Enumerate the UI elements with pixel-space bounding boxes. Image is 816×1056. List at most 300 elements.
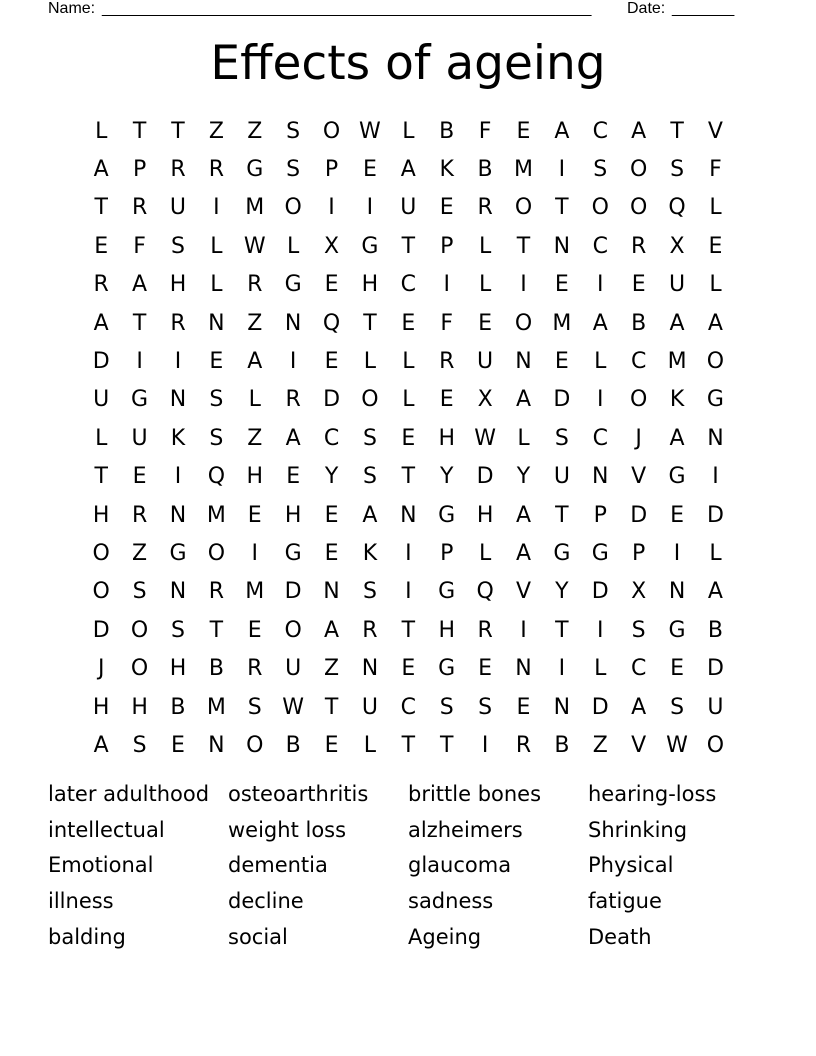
grid-letter: O — [514, 310, 533, 336]
grid-letter: A — [515, 502, 532, 528]
word-list-item: osteoarthritis — [228, 781, 369, 806]
grid-letter: J — [635, 425, 642, 451]
grid-letter: T — [439, 732, 454, 758]
grid-letter: A — [324, 617, 340, 643]
grid-letter: T — [94, 464, 108, 490]
grid-letter: R — [631, 233, 647, 259]
grid-letter: B — [554, 732, 570, 758]
grid-letter: L — [709, 195, 722, 221]
grid-letter: S — [247, 694, 262, 720]
grid-letter: E — [478, 310, 493, 336]
grid-letter: Q — [207, 464, 226, 490]
grid-letter: R — [362, 617, 378, 643]
grid-letter: U — [361, 694, 378, 720]
grid-letter: N — [169, 387, 187, 413]
grid-letter: U — [131, 425, 148, 451]
grid-letter: Q — [322, 310, 341, 336]
grid-letter: A — [592, 310, 608, 336]
grid-letter: T — [555, 617, 569, 643]
grid-letter: F — [133, 233, 146, 259]
grid-letter: D — [284, 579, 302, 605]
grid-letter: R — [131, 195, 148, 221]
grid-letter: P — [440, 233, 454, 259]
page-title: Effects of ageing — [210, 36, 606, 91]
grid-letter: O — [630, 387, 648, 413]
grid-letter: T — [363, 310, 377, 336]
grid-letter: B — [631, 310, 647, 336]
grid-letter: G — [591, 540, 609, 566]
grid-letter: T — [209, 617, 224, 643]
grid-letter: U — [400, 195, 417, 221]
grid-letter: O — [207, 540, 226, 566]
grid-letter: A — [515, 540, 532, 566]
grid-letter: X — [477, 387, 493, 413]
grid-letter: H — [169, 656, 187, 682]
grid-letter: A — [93, 310, 109, 336]
grid-letter: R — [170, 157, 186, 183]
word-list-item: Physical — [588, 853, 674, 878]
grid-letter: D — [323, 387, 341, 413]
grid-letter: E — [670, 656, 684, 682]
grid-letter: W — [666, 732, 688, 758]
grid-letter: J — [97, 656, 105, 682]
grid-letter: U — [285, 656, 302, 682]
grid-letter: I — [405, 540, 412, 566]
grid-letter: W — [282, 694, 305, 720]
name-label: Name: — [48, 0, 96, 17]
grid-letter: O — [706, 732, 725, 758]
grid-letter: G — [361, 233, 379, 259]
grid-letter: Z — [132, 540, 148, 566]
grid-letter: N — [592, 464, 609, 490]
grid-letter: R — [208, 579, 225, 605]
grid-letter: Z — [247, 310, 263, 336]
word-list-item: fatigue — [588, 889, 662, 914]
grid-letter: O — [514, 195, 533, 221]
grid-letter: L — [210, 272, 223, 298]
grid-letter: Y — [439, 464, 454, 490]
header — [48, 0, 748, 20]
grid-letter: I — [597, 387, 604, 413]
grid-letter: E — [554, 349, 569, 375]
grid-letter: D — [553, 387, 571, 413]
grid-letter: S — [478, 694, 493, 720]
grid-letter: S — [132, 579, 147, 605]
grid-letter: A — [247, 349, 263, 375]
grid-letter: K — [362, 540, 378, 566]
grid-letter: I — [558, 157, 566, 183]
grid-letter: P — [440, 540, 454, 566]
grid-letter: C — [630, 349, 647, 375]
grid-letter: G — [169, 540, 187, 566]
grid-letter: B — [707, 617, 723, 643]
grid-letter: A — [669, 310, 685, 336]
grid-letter: B — [477, 157, 493, 183]
grid-letter: D — [92, 617, 110, 643]
grid-letter: A — [631, 118, 647, 144]
grid-letter: O — [130, 656, 149, 682]
word-list-item: sadness — [408, 889, 494, 914]
grid-letter: R — [208, 157, 225, 183]
grid-letter: A — [93, 732, 109, 758]
grid-letter: S — [170, 233, 185, 259]
grid-letter: E — [708, 233, 723, 259]
word-list-item: alzheimers — [408, 817, 523, 842]
grid-letter: T — [401, 233, 416, 259]
grid-letter: I — [328, 195, 335, 221]
grid-letter: O — [246, 732, 264, 758]
grid-letter: D — [630, 502, 648, 528]
grid-letter: B — [208, 656, 224, 682]
grid-letter: G — [284, 272, 302, 298]
grid-letter: L — [478, 233, 492, 259]
grid-letter: S — [670, 157, 685, 183]
grid-letter: O — [92, 579, 110, 605]
grid-letter: F — [478, 118, 492, 144]
grid-letter: U — [477, 349, 494, 375]
grid-letter: L — [478, 540, 492, 566]
grid-letter: K — [439, 157, 454, 183]
grid-letter: D — [591, 579, 609, 605]
grid-letter: S — [362, 464, 377, 490]
grid-letter: I — [558, 656, 566, 682]
word-list-item: decline — [228, 889, 304, 914]
grid-letter: D — [591, 694, 609, 720]
grid-letter: I — [712, 464, 719, 490]
word-list-item: illness — [48, 889, 114, 914]
grid-letter: O — [591, 195, 609, 221]
grid-letter: E — [209, 349, 224, 375]
grid-letter: O — [284, 195, 302, 221]
grid-letter: B — [285, 732, 301, 758]
grid-letter: L — [363, 732, 377, 758]
grid-letter: C — [592, 233, 608, 259]
grid-letter: I — [597, 272, 604, 298]
grid-letter: F — [709, 157, 722, 183]
word-list-item: Ageing — [408, 925, 482, 950]
grid-letter: I — [520, 272, 527, 298]
grid-letter: U — [93, 387, 110, 413]
grid-letter: N — [169, 579, 187, 605]
grid-letter: L — [402, 118, 415, 144]
grid-letter: A — [707, 579, 723, 605]
grid-letter: N — [515, 349, 532, 375]
grid-letter: M — [514, 157, 533, 183]
grid-letter: S — [554, 425, 569, 451]
grid-letter: S — [209, 387, 224, 413]
grid-letter: X — [324, 233, 340, 259]
grid-letter: H — [92, 694, 110, 720]
word-list-item: brittle bones — [408, 781, 542, 806]
grid-letter: G — [668, 617, 686, 643]
word-list-item: hearing-loss — [588, 781, 717, 806]
grid-letter: Z — [592, 732, 608, 758]
grid-letter: G — [131, 387, 149, 413]
grid-letter: L — [517, 425, 530, 451]
grid-letter: S — [286, 118, 301, 144]
grid-letter: A — [707, 310, 723, 336]
grid-letter: B — [170, 694, 186, 720]
grid-letter: D — [706, 502, 724, 528]
grid-letter: A — [631, 694, 647, 720]
word-list-item: Shrinking — [588, 817, 688, 842]
grid-letter: V — [631, 464, 647, 490]
grid-letter: T — [132, 310, 147, 336]
word-list-item: Emotional — [48, 853, 154, 878]
grid-letter: I — [174, 464, 182, 490]
grid-letter: L — [594, 349, 607, 375]
grid-letter: L — [402, 349, 415, 375]
grid-letter: V — [631, 732, 647, 758]
grid-letter: O — [630, 157, 648, 183]
grid-letter: E — [324, 349, 339, 375]
grid-letter: W — [474, 425, 496, 451]
grid-letter: E — [631, 272, 646, 298]
grid-letter: U — [553, 464, 570, 490]
grid-letter: H — [476, 502, 494, 528]
grid-letter: G — [438, 579, 456, 605]
grid-letter: S — [170, 617, 185, 643]
grid-letter: E — [670, 502, 684, 528]
grid-letter: I — [289, 349, 297, 375]
grid-letter: E — [324, 272, 339, 298]
grid-letter: C — [592, 118, 608, 144]
grid-letter: I — [136, 349, 143, 375]
grid-letter: S — [439, 694, 454, 720]
grid-letter: L — [287, 233, 300, 259]
grid-letter: T — [555, 195, 569, 221]
grid-letter: H — [246, 464, 264, 490]
grid-letter: S — [132, 732, 147, 758]
grid-letter: V — [707, 118, 723, 144]
date-label: Date: — [627, 0, 666, 17]
grid-letter: E — [247, 502, 262, 528]
grid-letter: L — [248, 387, 261, 413]
grid-letter: T — [516, 233, 531, 259]
grid-letter: I — [481, 732, 489, 758]
grid-letter: D — [706, 656, 724, 682]
grid-letter: L — [210, 233, 223, 259]
grid-letter: G — [438, 502, 456, 528]
grid-letter: C — [323, 425, 340, 451]
grid-letter: G — [706, 387, 724, 413]
word-list — [48, 776, 768, 955]
grid-letter: L — [402, 387, 415, 413]
grid-letter: L — [709, 272, 722, 298]
grid-letter: O — [92, 540, 110, 566]
grid-letter: A — [362, 502, 378, 528]
grid-letter: C — [400, 272, 416, 298]
grid-letter: P — [324, 157, 339, 183]
grid-letter: H — [361, 272, 379, 298]
grid-letter: H — [169, 272, 187, 298]
grid-letter: W — [243, 233, 266, 259]
grid-letter: D — [476, 464, 494, 490]
grid-letter: I — [443, 272, 450, 298]
grid-letter: I — [520, 617, 527, 643]
grid-letter: R — [247, 656, 263, 682]
grid-letter: T — [401, 732, 416, 758]
letter-grid — [82, 112, 735, 765]
grid-letter: E — [439, 387, 454, 413]
grid-letter: C — [400, 694, 416, 720]
grid-letter: O — [706, 349, 725, 375]
grid-letter: Z — [324, 656, 340, 682]
grid-letter: T — [670, 118, 684, 144]
grid-letter: R — [477, 195, 493, 221]
grid-letter: R — [170, 310, 186, 336]
grid-letter: L — [95, 118, 108, 144]
grid-letter: R — [247, 272, 263, 298]
word-list-item: intellectual — [48, 817, 165, 842]
grid-letter: M — [245, 195, 265, 221]
grid-letter: E — [554, 272, 569, 298]
grid-letter: L — [594, 656, 607, 682]
grid-letter: G — [246, 157, 264, 183]
grid-letter: I — [673, 540, 681, 566]
grid-letter: H — [438, 425, 455, 451]
grid-letter: O — [322, 118, 341, 144]
grid-letter: H — [131, 694, 148, 720]
grid-letter: R — [131, 502, 148, 528]
grid-letter: C — [592, 425, 608, 451]
grid-letter: I — [405, 579, 412, 605]
grid-letter: N — [284, 310, 302, 336]
grid-letter: Y — [324, 464, 339, 490]
grid-letter: E — [286, 464, 301, 490]
grid-letter: E — [132, 464, 147, 490]
grid-letter: E — [94, 233, 109, 259]
grid-letter: N — [515, 656, 532, 682]
word-list-item: dementia — [228, 853, 328, 878]
grid-letter: E — [362, 157, 377, 183]
grid-letter: M — [245, 579, 265, 605]
grid-letter: N — [169, 502, 187, 528]
word-list-item: weight loss — [228, 817, 347, 842]
grid-letter: K — [170, 425, 186, 451]
grid-letter: O — [361, 387, 379, 413]
grid-letter: L — [709, 540, 722, 566]
grid-letter: E — [171, 732, 185, 758]
grid-letter: L — [363, 349, 377, 375]
grid-letter: A — [515, 387, 532, 413]
grid-letter: U — [707, 694, 724, 720]
grid-letter: G — [438, 656, 456, 682]
grid-letter: R — [515, 732, 532, 758]
grid-letter: X — [669, 233, 685, 259]
grid-letter: O — [630, 195, 648, 221]
grid-letter: T — [132, 118, 147, 144]
grid-letter: E — [324, 732, 339, 758]
grid-letter: R — [93, 272, 109, 298]
grid-letter: T — [171, 118, 185, 144]
grid-letter: E — [516, 118, 531, 144]
grid-letter: N — [323, 579, 340, 605]
grid-letter: E — [439, 195, 454, 221]
grid-letter: N — [553, 694, 571, 720]
grid-letter: P — [632, 540, 646, 566]
grid-letter: H — [92, 502, 110, 528]
grid-letter: A — [554, 118, 570, 144]
grid-letter: N — [400, 502, 417, 528]
grid-letter: T — [324, 694, 339, 720]
grid-letter: Z — [247, 118, 263, 144]
grid-letter: S — [670, 694, 685, 720]
grid-letter: I — [213, 195, 220, 221]
grid-letter: E — [516, 694, 531, 720]
grid-letter: H — [284, 502, 302, 528]
grid-letter: U — [169, 195, 187, 221]
grid-letter: A — [93, 157, 109, 183]
grid-letter: C — [630, 656, 647, 682]
grid-letter: I — [597, 617, 604, 643]
grid-letter: Y — [555, 579, 569, 605]
grid-letter: E — [324, 502, 339, 528]
word-list-item: later adulthood — [48, 781, 210, 806]
grid-letter: F — [440, 310, 454, 336]
grid-letter: S — [593, 157, 608, 183]
grid-letter: T — [555, 502, 569, 528]
grid-letter: T — [94, 195, 108, 221]
grid-letter: M — [552, 310, 572, 336]
grid-letter: N — [668, 579, 686, 605]
word-list-item: balding — [48, 925, 126, 950]
grid-letter: A — [285, 425, 301, 451]
grid-letter: O — [130, 617, 149, 643]
grid-letter: Q — [668, 195, 686, 221]
grid-letter: I — [366, 195, 374, 221]
grid-letter: G — [553, 540, 571, 566]
grid-letter: E — [401, 656, 416, 682]
grid-letter: R — [439, 349, 455, 375]
grid-letter: L — [95, 425, 108, 451]
grid-letter: M — [667, 349, 687, 375]
grid-letter: A — [400, 157, 416, 183]
grid-letter: U — [669, 272, 686, 298]
grid-letter: X — [631, 579, 647, 605]
grid-letter: E — [401, 425, 416, 451]
grid-letter: Y — [516, 464, 531, 490]
grid-letter: L — [478, 272, 492, 298]
grid-letter: I — [174, 349, 182, 375]
grid-letter: D — [92, 349, 110, 375]
grid-letter: T — [401, 617, 416, 643]
grid-letter: S — [362, 425, 377, 451]
grid-letter: R — [285, 387, 301, 413]
grid-letter: N — [707, 425, 724, 451]
grid-letter: R — [477, 617, 493, 643]
grid-letter: M — [206, 694, 226, 720]
grid-letter: N — [208, 310, 225, 336]
grid-letter: K — [669, 387, 685, 413]
grid-letter: N — [208, 732, 225, 758]
grid-letter: W — [359, 118, 381, 144]
word-list-item: social — [228, 925, 288, 950]
name-line: _______________________________________________________ — [102, 0, 592, 17]
grid-letter: S — [209, 425, 224, 451]
grid-letter: E — [324, 540, 339, 566]
grid-letter: G — [284, 540, 302, 566]
grid-letter: N — [553, 233, 571, 259]
grid-letter: N — [361, 656, 379, 682]
grid-letter: P — [593, 502, 607, 528]
word-list-item: Death — [588, 925, 652, 950]
grid-letter: B — [439, 118, 455, 144]
grid-letter: Z — [208, 118, 224, 144]
grid-letter: P — [132, 157, 147, 183]
grid-letter: G — [668, 464, 686, 490]
date-line: _______ — [672, 0, 735, 17]
